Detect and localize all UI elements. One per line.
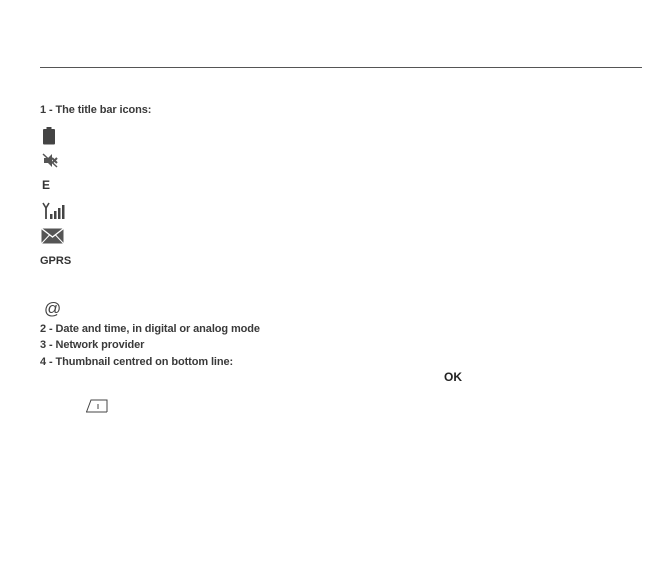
- muted-speaker-icon: [42, 153, 58, 168]
- item-network-provider: 3 - Network provider: [40, 339, 145, 351]
- at-sign-icon: @: [44, 299, 62, 318]
- ok-key-label: OK: [444, 370, 462, 384]
- thumbnail-icon: [86, 399, 108, 413]
- signal-strength-icon: [42, 202, 66, 220]
- envelope-icon: [41, 228, 64, 244]
- top-divider: [40, 67, 642, 68]
- battery-icon: [42, 127, 56, 145]
- gprs-icon: GPRS: [40, 255, 72, 267]
- item-date-time: 2 - Date and time, in digital or analog mode: [40, 323, 260, 335]
- section-heading: 1 - The title bar icons:: [40, 104, 152, 116]
- edge-e-icon: E: [42, 178, 51, 192]
- item-thumbnail: 4 - Thumbnail centred on bottom line:: [40, 356, 234, 368]
